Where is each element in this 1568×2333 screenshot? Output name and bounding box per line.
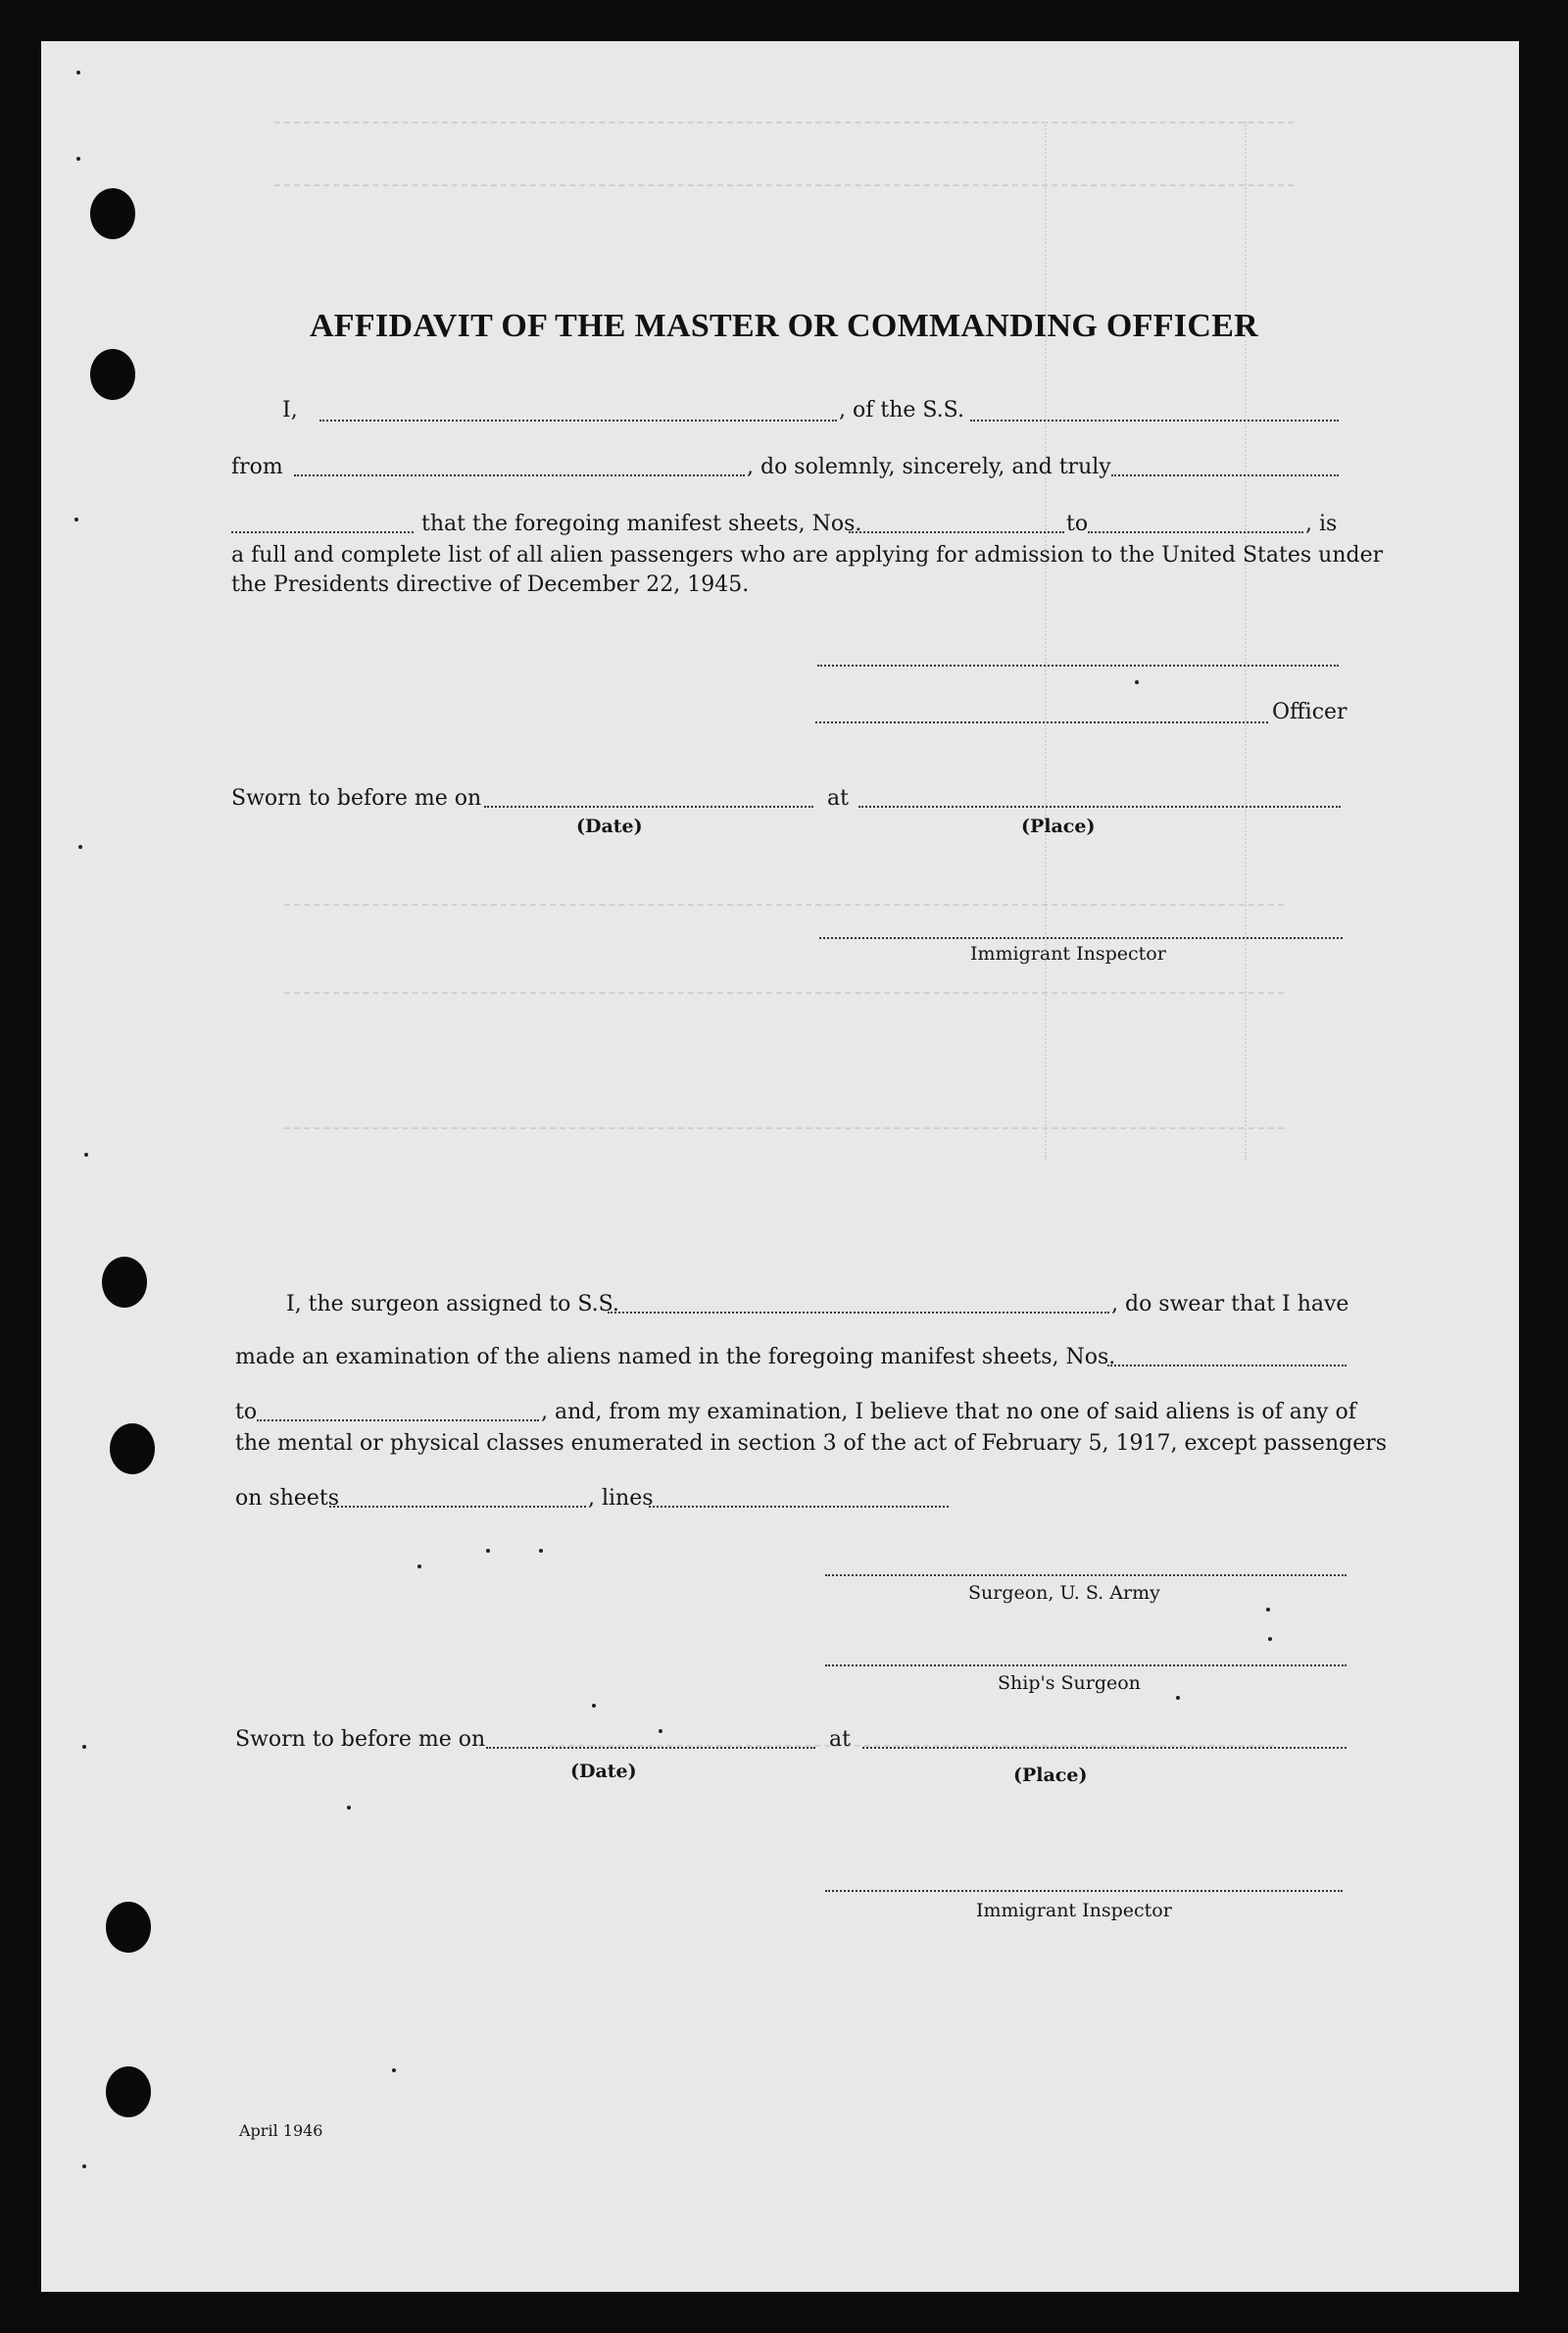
sheets-label: on sheets xyxy=(235,1486,340,1511)
surgeon-sheet-from-field[interactable] xyxy=(1107,1365,1347,1366)
officer-label: Officer xyxy=(1272,700,1348,724)
speck xyxy=(84,1153,88,1157)
speck xyxy=(347,1806,351,1810)
sheet-to-field[interactable] xyxy=(1088,531,1303,533)
full-list-text: a full and complete list of all alien passengers who are applying for admission to the United States under xyxy=(231,543,1384,568)
page-title: AFFIDAVIT OF THE MASTER OR COMMANDING OFFICER xyxy=(309,308,1259,344)
except-lines-field[interactable] xyxy=(649,1506,949,1508)
surgeon-inspector-signature-field[interactable] xyxy=(825,1890,1343,1892)
swear-label: , do swear that I have xyxy=(1111,1292,1349,1316)
speck xyxy=(1268,1637,1272,1641)
oath-continuation-field[interactable] xyxy=(231,531,414,533)
speck xyxy=(76,157,80,161)
show-through-line xyxy=(1245,122,1247,1161)
surgeon-sheet-to-field[interactable] xyxy=(257,1419,539,1421)
ship-name-field[interactable] xyxy=(970,420,1339,422)
sworn-label: Sworn to before me on xyxy=(231,786,482,811)
examination-label: made an examination of the aliens named in the foregoing manifest sheets, Nos. xyxy=(235,1345,1116,1369)
army-surgeon-signature-field[interactable] xyxy=(825,1574,1347,1576)
is-label: , is xyxy=(1305,512,1338,536)
speck xyxy=(539,1549,543,1553)
of-ss-label: , of the S.S. xyxy=(839,398,964,422)
master-signature-field[interactable] xyxy=(817,665,1339,667)
surgeon-to-label: to xyxy=(235,1400,258,1424)
lines-label: , lines xyxy=(588,1486,654,1511)
punch-hole xyxy=(90,188,135,239)
speck xyxy=(74,518,78,521)
at-label: at xyxy=(827,786,849,811)
speck xyxy=(82,1745,86,1749)
show-through-line xyxy=(274,184,1294,186)
document-page xyxy=(41,41,1519,2292)
show-through-line xyxy=(284,904,1284,906)
ship-surgeon-signature-field[interactable] xyxy=(825,1664,1347,1666)
speck xyxy=(659,1729,662,1733)
master-name-field[interactable] xyxy=(319,420,837,422)
punch-hole xyxy=(106,1902,151,1953)
show-through-line xyxy=(284,1127,1284,1129)
punch-hole xyxy=(106,2066,151,2117)
surgeon-inspector-caption: Immigrant Inspector xyxy=(976,1900,1172,1921)
except-sheets-field[interactable] xyxy=(329,1506,586,1508)
oath-type-field[interactable] xyxy=(1111,474,1339,476)
surgeon-date-caption: (Date) xyxy=(570,1761,637,1782)
surgeon-at-label: at xyxy=(829,1727,851,1752)
speck xyxy=(592,1704,596,1708)
surgeon-ship-field[interactable] xyxy=(608,1312,1109,1314)
officer-signature-field[interactable] xyxy=(815,721,1268,723)
i-label: I, xyxy=(282,398,298,422)
surgeon-sworn-place-field[interactable] xyxy=(862,1747,1347,1749)
directive-text: the Presidents directive of December 22, 1945. xyxy=(231,572,750,597)
show-through-line xyxy=(1045,122,1047,1161)
place-caption: (Place) xyxy=(1021,816,1096,837)
from-label: from xyxy=(231,455,283,479)
classes-text: the mental or physical classes enumerated in section 3 of the act of February 5, 1917, except passengers xyxy=(235,1431,1388,1456)
to-label: to xyxy=(1066,512,1089,536)
inspector-caption: Immigrant Inspector xyxy=(970,943,1166,965)
sworn-date-field[interactable] xyxy=(484,806,813,808)
speck xyxy=(392,2068,396,2072)
surgeon-sworn-label: Sworn to before me on xyxy=(235,1727,486,1752)
departure-port-field[interactable] xyxy=(294,474,745,476)
surgeon-place-caption: (Place) xyxy=(1013,1764,1088,1786)
sheet-from-field[interactable] xyxy=(849,531,1064,533)
speck xyxy=(76,71,80,74)
punch-hole xyxy=(110,1423,155,1474)
inspector-signature-field[interactable] xyxy=(819,937,1343,939)
surgeon-sworn-date-field[interactable] xyxy=(486,1747,815,1749)
speck xyxy=(78,845,82,849)
foregoing-label: that the foregoing manifest sheets, Nos. xyxy=(421,512,862,536)
show-through-line xyxy=(274,122,1294,124)
speck xyxy=(486,1549,490,1553)
speck xyxy=(1135,680,1139,684)
ship-surgeon-caption: Ship's Surgeon xyxy=(998,1672,1141,1694)
speck xyxy=(417,1564,421,1568)
sworn-place-field[interactable] xyxy=(858,806,1341,808)
speck xyxy=(1176,1696,1180,1700)
speck xyxy=(1266,1608,1270,1612)
surgeon-intro-label: I, the surgeon assigned to S.S. xyxy=(286,1292,619,1316)
form-date: April 1946 xyxy=(239,2121,323,2140)
believe-label: , and, from my examination, I believe that no one of said aliens is of any of xyxy=(541,1400,1356,1424)
show-through-line xyxy=(284,992,1284,994)
punch-hole xyxy=(90,349,135,400)
speck xyxy=(82,2164,86,2168)
date-caption: (Date) xyxy=(576,816,643,837)
solemnly-label: , do solemnly, sincerely, and truly xyxy=(747,455,1111,479)
punch-hole xyxy=(102,1257,147,1308)
army-surgeon-caption: Surgeon, U. S. Army xyxy=(968,1582,1160,1604)
